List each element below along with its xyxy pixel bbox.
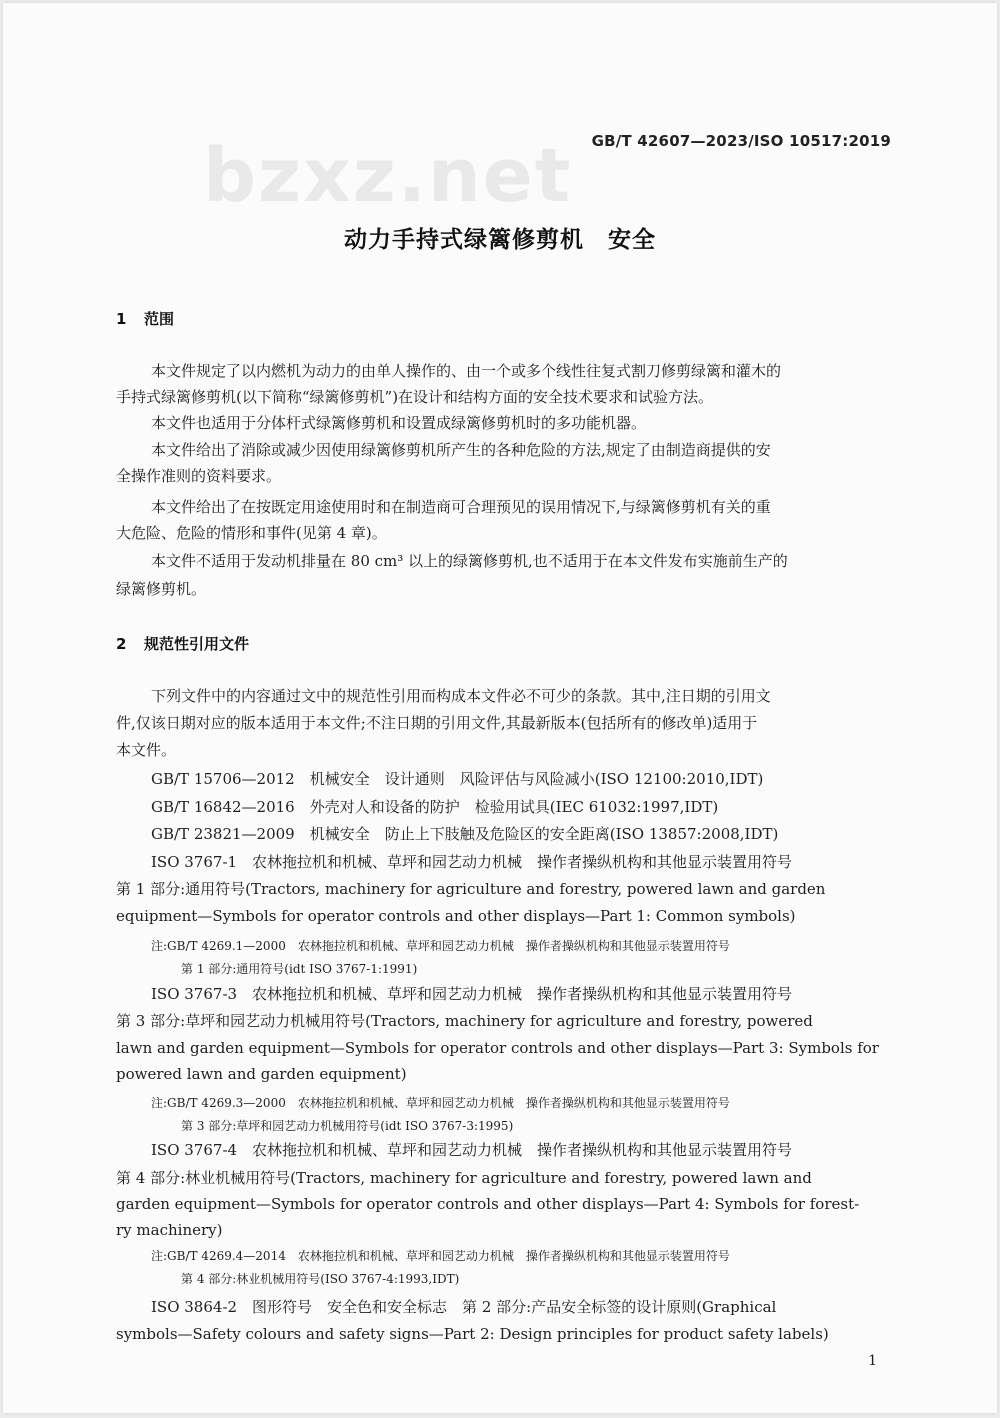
reference-entry: GB/T 16842—2016 外壳对人和设备的防护 检验用试具(IEC 61032:1997,IDT) [151, 798, 719, 816]
reference-note-continued: 第 3 部分:草坪和园艺动力机械用符号(idt ISO 3767-3:1995) [181, 1119, 514, 1133]
paragraph-line: 手持式绿篱修剪机(以下简称“绿篱修剪机”)在设计和结构方面的安全技术要求和试验方法。 [116, 388, 714, 406]
section-number: 1 [116, 310, 127, 328]
paragraph-line: 本文件给出了在按既定用途使用时和在制造商可合理预见的误用情况下,与绿篱修剪机有关的重 [151, 498, 771, 516]
paragraph-line: 全操作准则的资料要求。 [116, 467, 282, 485]
section-title: 规范性引用文件 [144, 635, 250, 653]
standard-code: GB/T 42607—2023/ISO 10517:2019 [591, 132, 891, 150]
reference-entry-continued: equipment—Symbols for operator controls and other displays—Part 1: Common symbols) [116, 907, 796, 925]
paragraph-line: 下列文件中的内容通过文中的规范性引用而构成本文件必不可少的条款。其中,注日期的引用文 [151, 687, 771, 705]
reference-entry: ISO 3767-1 农林拖拉机和机械、草坪和园艺动力机械 操作者操纵机构和其他显示装置用符号 [151, 853, 793, 871]
reference-note-continued: 第 1 部分:通用符号(idt ISO 3767-1:1991) [181, 962, 418, 976]
section-number: 2 [116, 635, 127, 653]
paragraph-line: 本文件不适用于发动机排量在 80 cm³ 以上的绿篱修剪机,也不适用于在本文件发布实施前生产的 [151, 552, 788, 570]
reference-entry: ISO 3864-2 图形符号 安全色和安全标志 第 2 部分:产品安全标签的设计原则(Graphical [151, 1298, 777, 1316]
reference-entry-continued: 第 4 部分:林业机械用符号(Tractors, machinery for agriculture and forestry, powered lawn and [116, 1169, 812, 1187]
reference-entry-continued: 第 3 部分:草坪和园艺动力机械用符号(Tractors, machinery for agriculture and forestry, powered [116, 1012, 813, 1030]
reference-entry: GB/T 23821—2009 机械安全 防止上下肢触及危险区的安全距离(ISO 13857:2008,IDT) [151, 825, 779, 843]
paragraph-line: 本文件。 [116, 741, 177, 759]
reference-entry-continued: lawn and garden equipment—Symbols for operator controls and other displays—Part 3: Symbols for [116, 1039, 879, 1057]
document-title: 动力手持式绿篱修剪机 安全 [344, 227, 656, 253]
reference-entry-continued: garden equipment—Symbols for operator controls and other displays—Part 4: Symbols for forest- [116, 1195, 860, 1213]
paragraph-line: 大危险、危险的情形和事件(见第 4 章)。 [116, 524, 387, 542]
paragraph-line: 本文件给出了消除或减少因使用绿篱修剪机所产生的各种危险的方法,规定了由制造商提供的安 [151, 441, 771, 459]
reference-note: 注:GB/T 4269.3—2000 农林拖拉机和机械、草坪和园艺动力机械 操作者操纵机构和其他显示装置用符号 [151, 1096, 730, 1110]
paragraph-line: 绿篱修剪机。 [116, 580, 207, 598]
paragraph-line: 本文件规定了以内燃机为动力的由单人操作的、由一个或多个线性往复式割刀修剪绿篱和灌木的 [151, 362, 782, 380]
reference-note-continued: 第 4 部分:林业机械用符号(ISO 3767-4:1993,IDT) [181, 1272, 460, 1286]
reference-entry: ISO 3767-3 农林拖拉机和机械、草坪和园艺动力机械 操作者操纵机构和其他显示装置用符号 [151, 985, 793, 1003]
reference-entry-continued: ry machinery) [116, 1221, 223, 1239]
document-page [3, 3, 997, 1413]
reference-entry-continued: powered lawn and garden equipment) [116, 1065, 407, 1083]
reference-note: 注:GB/T 4269.1—2000 农林拖拉机和机械、草坪和园艺动力机械 操作者操纵机构和其他显示装置用符号 [151, 939, 730, 953]
section-1-heading [116, 308, 174, 329]
reference-entry-continued: 第 1 部分:通用符号(Tractors, machinery for agriculture and forestry, powered lawn and garden [116, 880, 826, 898]
section-2-heading [116, 633, 249, 654]
reference-note: 注:GB/T 4269.4—2014 农林拖拉机和机械、草坪和园艺动力机械 操作者操纵机构和其他显示装置用符号 [151, 1249, 730, 1263]
paragraph-line: 件,仅该日期对应的版本适用于本文件;不注日期的引用文件,其最新版本(包括所有的修改单)适用于 [116, 714, 758, 732]
reference-entry: ISO 3767-4 农林拖拉机和机械、草坪和园艺动力机械 操作者操纵机构和其他显示装置用符号 [151, 1141, 793, 1159]
watermark: bzxz.net [203, 133, 573, 219]
section-title: 范围 [144, 310, 175, 328]
paragraph-line: 本文件也适用于分体杆式绿篱修剪机和设置成绿篱修剪机时的多功能机器。 [151, 414, 647, 432]
reference-entry: GB/T 15706—2012 机械安全 设计通则 风险评估与风险减小(ISO 12100:2010,IDT) [151, 770, 764, 788]
reference-entry-continued: symbols—Safety colours and safety signs—Part 2: Design principles for product safety labels) [116, 1325, 829, 1343]
page-number: 1 [868, 1353, 877, 1369]
